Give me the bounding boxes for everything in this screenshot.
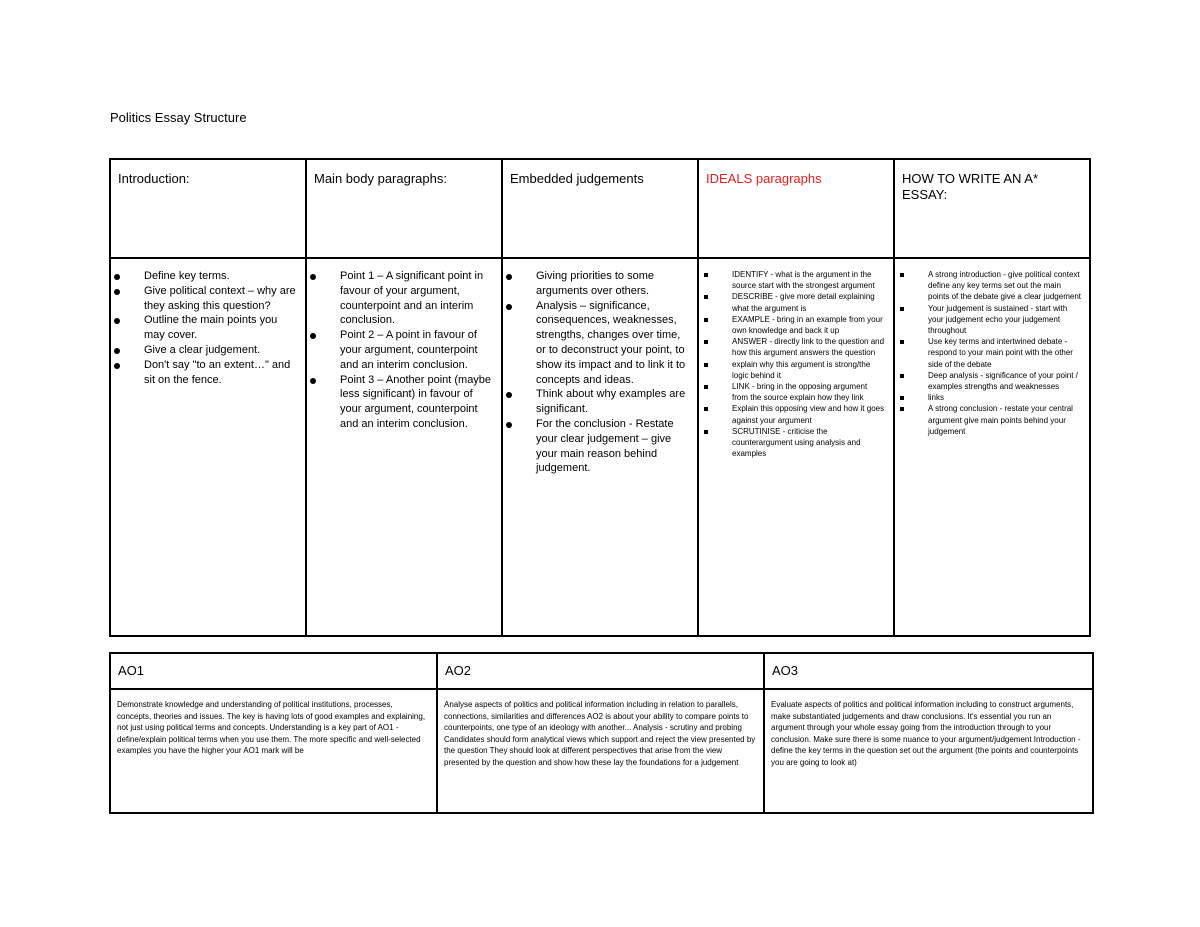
list-item: EXAMPLE - bring in an example from your own knowledge and back it up — [732, 314, 885, 336]
ao-header-row — [110, 653, 1093, 689]
header-introduction: Introduction: — [118, 171, 190, 186]
assessment-objectives-table — [109, 652, 1094, 814]
body-cell-embedded-judgements — [502, 258, 698, 636]
list-item: A strong introduction - give political context define any key terms set out the main points of the debate give a clear judgement — [928, 270, 1081, 302]
body-cell-main-body — [306, 258, 502, 636]
header-how-to-write: HOW TO WRITE AN A* ESSAY: — [902, 171, 1039, 203]
structure-body-row — [110, 258, 1090, 636]
list-item: LINK - bring in the opposing argument from the source explain how they link — [732, 381, 885, 403]
list-item: Outline the main points you may cover. — [144, 313, 297, 343]
list-item: Define key terms. — [144, 269, 297, 284]
list-item: links — [928, 392, 1081, 403]
ao1-description: Demonstrate knowledge and understanding of political institutions, processes, concepts, theories and issues. The key is having lots of good examples and explaining, not just using political terms and concepts. Understanding is a key part of AO1 - define/explain political terms when you use them. The more specific and well-selected examples you have the higher your AO1 mark will be — [117, 700, 426, 755]
list-item: explain why this argument is strong/the logic behind it — [732, 359, 885, 381]
body-cell-ideals — [698, 258, 894, 636]
list-item: Analysis – significance, consequences, weaknesses, strengths, changes over time, or to deconstruct your point, to show its impact and to link it to concepts and ideas. — [536, 299, 689, 388]
body-cell-how-to-write — [894, 258, 1090, 636]
list-item: Point 1 – A significant point in favour of your argument, counterpoint and an interim conclusion. — [340, 269, 493, 328]
list-item: IDENTIFY - what is the argument in the source start with the strongest argument — [732, 269, 885, 291]
ao2-body-cell — [437, 689, 764, 813]
ao3-description: Evaluate aspects of politics and political information including to construct arguments, make substantiated judgements and draw conclusions. It's essential you run an argument through your whole essay going from the introduction through to your conclusion. Make sure there is some nuance to your argument/judgement Introduction - define the key terms in the question set out the argument (the points and counterpoints you are going to look at) — [771, 700, 1081, 767]
how-to-write-list — [895, 259, 1089, 437]
ao3-body-cell — [764, 689, 1093, 813]
list-item: Give a clear judgement. — [144, 343, 297, 358]
main-body-list — [307, 259, 501, 432]
list-item: For the conclusion - Restate your clear judgement – give your main reason behind judgement. — [536, 417, 689, 476]
list-item: Your judgement is sustained - start with your judgement echo your judgement throughout — [928, 303, 1081, 337]
list-item: SCRUTINISE - criticise the counterargument using analysis and examples — [732, 426, 885, 460]
header-cell-ideals — [698, 159, 894, 258]
header-main-body: Main body paragraphs: — [314, 171, 447, 186]
essay-structure-table — [109, 158, 1091, 637]
ao3-header-cell — [764, 653, 1093, 689]
list-item: A strong conclusion - restate your central argument give main points behind your judgement — [928, 403, 1081, 437]
header-cell-introduction — [110, 159, 306, 258]
list-item: Giving priorities to some arguments over others. — [536, 269, 689, 299]
list-item: Give political context – why are they asking this question? — [144, 284, 296, 312]
ao3-header: AO3 — [772, 663, 799, 678]
ao-body-row — [110, 689, 1093, 813]
ao1-body-cell — [110, 689, 437, 813]
ao1-header: AO1 — [118, 663, 145, 678]
ao2-header-cell — [437, 653, 764, 689]
header-ideals: IDEALS paragraphs — [706, 171, 822, 186]
ao1-header-cell — [110, 653, 437, 689]
ideals-list — [699, 259, 893, 459]
ao2-header: AO2 — [445, 663, 472, 678]
embedded-judgements-list — [503, 259, 697, 476]
structure-header-row — [110, 159, 1090, 258]
ao2-description: Analyse aspects of politics and political information including in relation to parallels, connections, similarities and differences AO2 is about your ability to compare points to counterpoints, one type of an ideology with another... Analysis - scrutiny and probing Candidates should form analytical views which support and reject the view presented by the question They should look at different perspectives that arise from the view presented by the question and show how these lay the foundations for a judgement — [444, 700, 756, 767]
header-cell-how-to-write — [894, 159, 1090, 258]
list-item: Point 2 – A point in favour of your argument, counterpoint and an interim conclusion. — [340, 328, 493, 372]
header-cell-embedded-judgements — [502, 159, 698, 258]
document-title: Politics Essay Structure — [110, 110, 247, 125]
list-item: ANSWER - directly link to the question and how this argument answers the question — [732, 337, 885, 358]
header-embedded-judgements: Embedded judgements — [510, 171, 644, 186]
list-item: DESCRIBE - give more detail explaining what the argument is — [732, 291, 885, 313]
list-item: Point 3 – Another point (maybe less significant) in favour of your argument, counterpoint and an interim conclusion. — [340, 373, 492, 430]
list-item: Explain this opposing view and how it goes against your argument — [732, 404, 885, 425]
list-item: Deep analysis - significance of your point / examples strengths and weaknesses — [928, 370, 1081, 392]
list-item: Think about why examples are significant. — [536, 387, 689, 417]
list-item: Use key terms and intertwined debate - respond to your main point with the other side of the debate — [928, 336, 1081, 370]
body-cell-introduction — [110, 258, 306, 636]
header-cell-main-body — [306, 159, 502, 258]
introduction-list — [111, 259, 305, 387]
list-item: Don't say "to an extent…" and sit on the fence. — [144, 358, 297, 388]
